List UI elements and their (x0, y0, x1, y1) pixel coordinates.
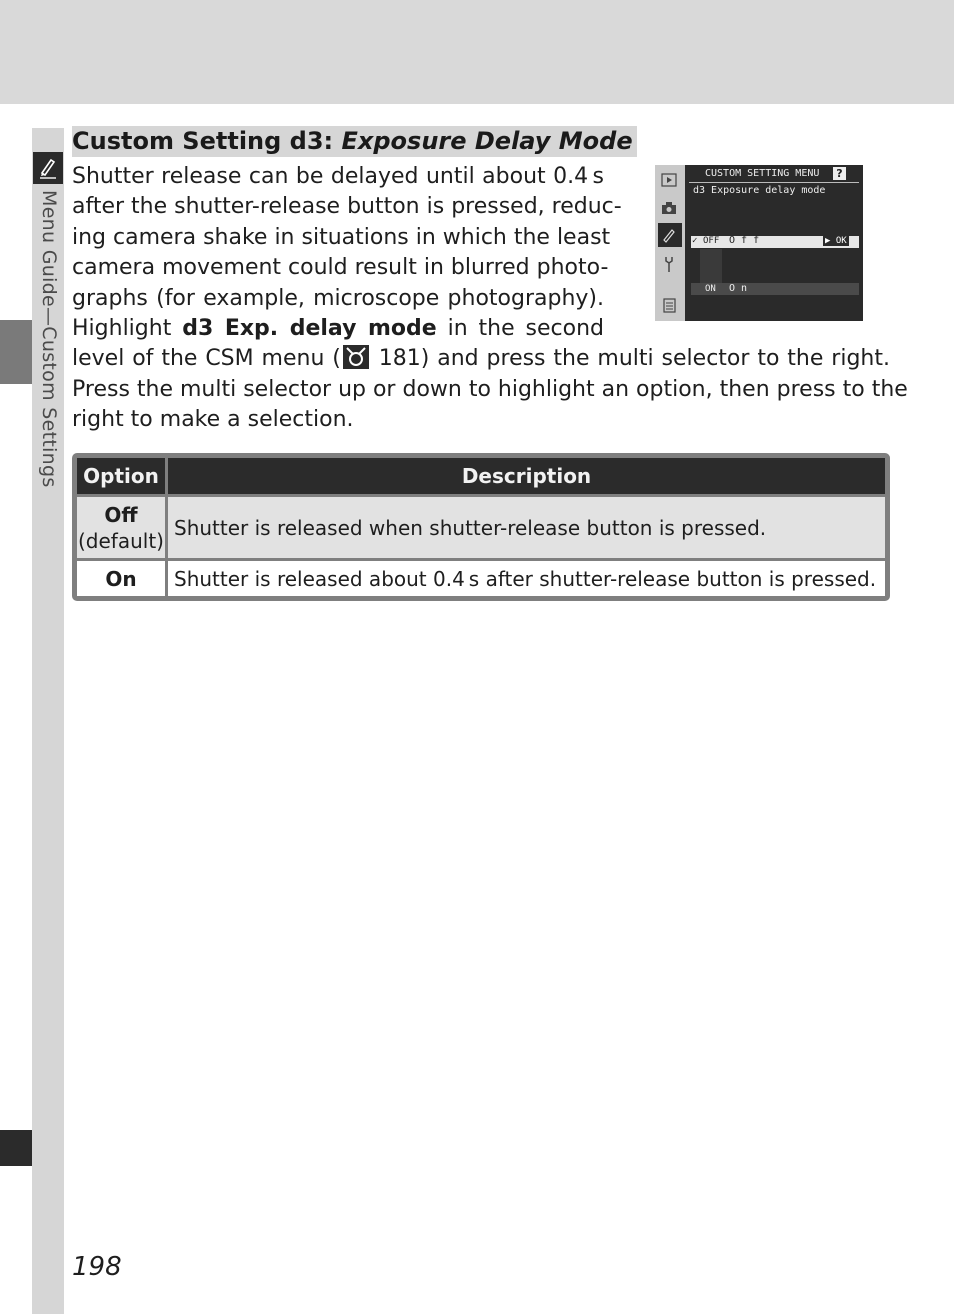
body-line-5: graphs (for example, microscope photography). (72, 286, 604, 311)
page-number: 198 (72, 1252, 122, 1282)
options-table (72, 453, 890, 601)
table-row-off-option (77, 497, 165, 558)
table-row-off-description: Shutter is released when shutter-release button is pressed. (168, 497, 885, 558)
lcd-scroll-bar (700, 249, 722, 283)
line7-before: level of the CSM menu ( (72, 346, 341, 371)
side-black-tab (0, 1130, 32, 1166)
lcd-option-off-code: OFF (703, 236, 720, 246)
body-line-4: camera movement could result in blurred photo- (72, 255, 609, 280)
header-description: Description (168, 458, 885, 494)
camera-menu-screenshot (655, 165, 863, 321)
lcd-divider (689, 182, 859, 183)
lcd-ok-label: ▶ OK (825, 236, 847, 246)
lcd-panel (685, 165, 863, 321)
body-line-2: after the shutter-release button is pressed, reduc- (72, 194, 622, 219)
option-default-note: (default) (78, 528, 164, 553)
lcd-option-on-code: ON (705, 284, 716, 294)
line6-before: Highlight (72, 316, 183, 341)
lcd-menu-tabs (655, 165, 685, 321)
page-reference-icon (343, 345, 369, 369)
title-emphasis: Exposure Delay Mode (341, 127, 633, 155)
custom-settings-pencil-icon (33, 152, 63, 184)
line7-after: 181) and press the multi selector to the right. (370, 346, 890, 371)
header-option: Option (77, 458, 165, 494)
wrench-icon (661, 255, 677, 273)
body-line-9: right to make a selection. (72, 407, 354, 432)
line6-after: in the second (436, 316, 604, 341)
body-line-6 (72, 314, 604, 344)
lcd-option-on-label: O n (729, 283, 748, 294)
lcd-setting-name: d3 Exposure delay mode (693, 185, 826, 196)
section-label: Menu Guide—Custom Settings (38, 190, 60, 488)
body-line-1: Shutter release can be delayed until about 0.4 s (72, 164, 604, 189)
lcd-menu-title: CUSTOM SETTING MENU (705, 168, 820, 179)
option-on: On (105, 566, 137, 591)
option-off: Off (104, 502, 138, 527)
table-row-on-option (77, 561, 165, 596)
lcd-row-two (691, 283, 859, 295)
recent-settings-icon (661, 297, 677, 313)
body-line-3: ing camera shake in situations in which the least (72, 225, 611, 250)
playback-icon (661, 173, 677, 187)
body-line-8: Press the multi selector up or down to highlight an option, then press to the (72, 377, 908, 402)
lcd-check-icon: ✓ (692, 236, 698, 246)
camera-icon (661, 201, 677, 215)
lcd-help-icon: ? (833, 167, 846, 180)
table-row-on-description: Shutter is released about 0.4 s after shutter-release button is pressed. (168, 561, 885, 596)
title-prefix: Custom Setting d3: (72, 127, 342, 155)
body-line-7 (72, 344, 890, 374)
top-band (0, 0, 954, 104)
menu-item-name: d3 Exp. delay mode (182, 316, 437, 341)
page-title (72, 126, 637, 157)
lcd-option-off-label: O f f (729, 235, 760, 246)
pencil-icon (661, 227, 677, 243)
side-dark-tab (0, 320, 32, 384)
